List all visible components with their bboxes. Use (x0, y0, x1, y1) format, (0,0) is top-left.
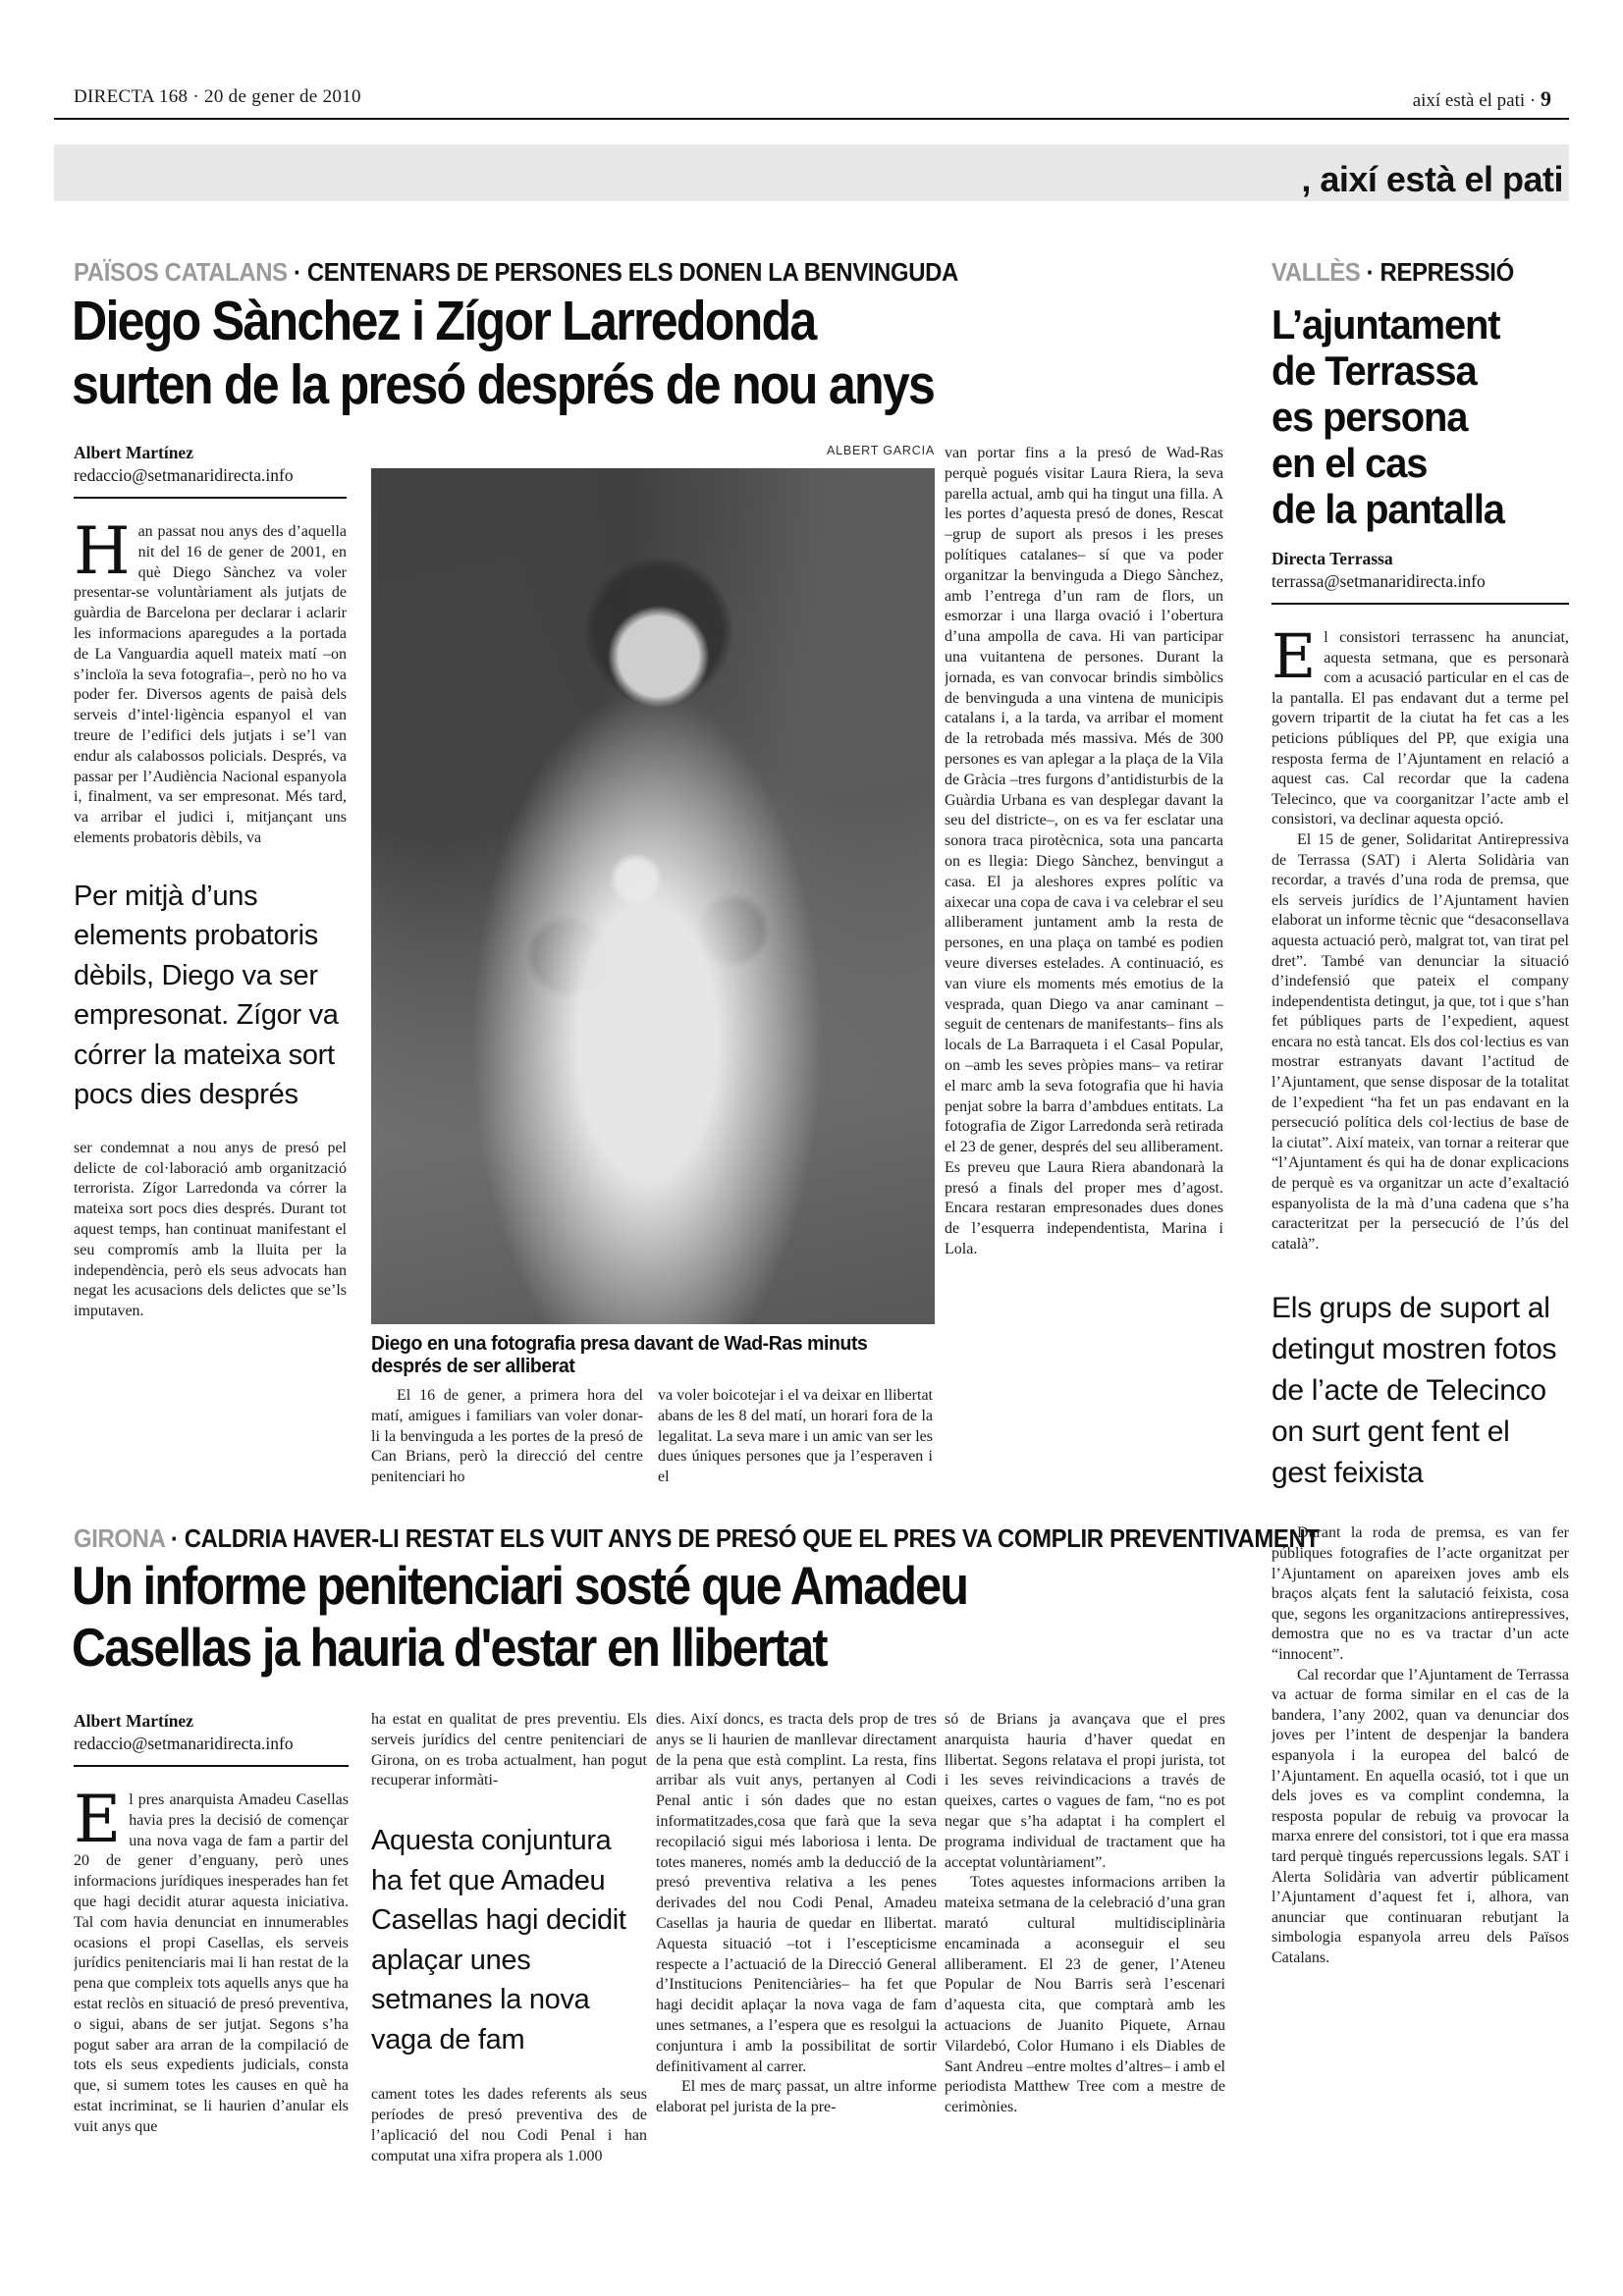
article1-headline-line2: surten de la presó després de nou anys (72, 353, 935, 416)
article2-dropcap: E (74, 1782, 122, 1857)
article2-kicker: GIRONA · CALDRIA HAVER-LI RESTAT ELS VUIT ANYS DE PRESÓ QUE EL PRES VA COMPLIR PREVENTIVAMENT (74, 1523, 1320, 1553)
article1-paragraph: Han passat nou anys des d’aquella nit del 16 de gener de 2001, en què Diego Sànchez va voler presentar-se voluntàriament als jutjats de guàrdia de Barcelona per declarar i aclarir les informacions aparegudes a la portada de La Vanguardia aquell mateix matí –on s’incloïa la seva fotografia–, però no ho va poder fer. Diversos agents de paisà dels serveis d’intel·ligència espanyol el van treure de l’edifici dels jutjats i se’l van endur als calabossos policials. Després, va passar per l’Audiència Nacional espanyola i, finalment, va ser empresonat. Més tard, va arribar el judici i, mitjançant uns elements probatoris dèbils, va (74, 513, 347, 846)
sidebar-paragraph: Cal recordar que l’Ajuntament de Terrassa va actuar de forma similar en el cas de la bandera, l’any 2002, quan va denunciar dos joves per l’intent de despenjar la bandera espanyola i la europea del balcó de l’Ajuntament. En aquella ocasió, tot i que un dels joves es va complint condemna, la resposta popular de rebuig va provocar la marxa enrere del consistori, tot i que era massa tard perquè tingués repercussions legals. SAT i Alerta Solidària van advertir públicament l’Ajuntament d’aquest fet i, alhora, van anunciar que continuaran rebutjant la simbologia espanyola arreu dels Països Catalans. (1271, 1666, 1569, 1966)
article2-column2 (371, 1710, 647, 2269)
article1-paragraph: va voler boicotejar i el va deixar en llibertat abans de les 8 del matí, un horari fora de la legalitat. La seva mare i un amic van ser les dues úniques persones que ja l’esperaven i el (658, 1387, 933, 1486)
sidebar-headline-line: de la pantalla (1271, 486, 1504, 532)
article2-column3 (656, 1710, 937, 2269)
article2-byline (74, 1710, 349, 1767)
sidebar-headline-line: de Terrassa (1271, 347, 1477, 394)
sidebar-headline-line: en el cas (1271, 440, 1428, 486)
section-banner-title: , així està el pati (1301, 159, 1563, 199)
article2-paragraph: Totes aquestes informacions arriben la mateixa setmana de la celebració d’una gran marató cultural multidisciplinària encaminada a aconseguir el seu alliberament. El 23 de gener, l’Ateneu Popular de Nou Barris serà l’escenari d’aquesta cita, que comptarà amb les actuacions de Juanito Piquete, Arnau Vilardebó, Color Humano i els Diables de Sant Andreu –entre moltes d’altres– i amb el periodista Matthew Tree com a mestre de cerimònies. (945, 1874, 1225, 2116)
sidebar-kicker: VALLÈS · REPRESSIÓ (1271, 257, 1514, 287)
article2-paragraph: cament totes les dades referents als seus períodes de presó preventiva des de l’aplicació del nou Codi Penal i han computat una xifra propera als 1.000 (371, 2086, 647, 2164)
sidebar-kicker-location: VALLÈS (1271, 257, 1361, 287)
article1-column1 (74, 442, 347, 1520)
section-banner (54, 144, 1569, 201)
article1-photo (371, 468, 935, 1324)
article1-kicker-location: PAÏSOS CATALANS (74, 257, 288, 287)
article1-kicker: PAÏSOS CATALANS · CENTENARS DE PERSONES ELS DONEN LA BENVINGUDA (74, 257, 958, 287)
sidebar-article (1271, 257, 1569, 2268)
sidebar-author: Directa Terrassa (1271, 549, 1393, 568)
section-name: així està el pati · (1412, 90, 1537, 111)
article2-pullquote: Aquesta conjuntura ha fet que Amadeu Casellas hagi decidit aplaçar unes setmanes la nova vaga de fam (371, 1825, 626, 2056)
article1-author: Albert Martínez (74, 443, 193, 462)
sidebar-author-email: terrassa@setmanaridirecta.info (1271, 571, 1486, 591)
article1-headline (72, 290, 934, 417)
masthead-rule (54, 118, 1569, 120)
masthead (74, 86, 1551, 112)
article1-paragraph: ser condemnat a nou anys de presó pel delicte de col·laboració amb organització terrorista. Zígor Larredonda va córrer la mateixa sort pocs dies després. Durant tot aquest temps, han continuat manifestant el seu compromís amb la lluita per la independència, però els seus advocats han negat les acusacions dels delictes que se’ls imputaven. (74, 1139, 347, 1320)
article2-kicker-location: GIRONA (74, 1523, 165, 1553)
article2-paragraph: só de Brians ja avançava que el pres anarquista hauria d’haver quedat en llibertat. Segons relatava el propi jurista, tot i les seves reivindicacions a través de queixes, cartes o vagues de fam, “no es pot negar que s’ha adaptat i ha complert el programa individual de tractament que ha acceptat voluntàriament”. (945, 1711, 1225, 1871)
section-pagination (1413, 86, 1551, 112)
edition-info: DIRECTA 168 · 20 de gener de 2010 (74, 86, 361, 107)
article1-dropcap: H (74, 513, 131, 589)
sidebar-headline (1271, 301, 1569, 532)
article1-byline (74, 442, 347, 499)
article1-pullquote: Per mitjà d’uns elements probatoris dèbils, Diego va ser empresonat. Zígor va córrer la mateixa sort pocs dies després (74, 880, 339, 1111)
article1-photo-caption: Diego en una fotografia presa davant de Wad-Ras minuts després de ser alliberat (371, 1333, 868, 1377)
page-number: 9 (1541, 86, 1551, 111)
article1-paragraph: van portar fins a la presó de Wad-Ras perquè pogués visitar Laura Riera, la seva parella actual, amb qui ha tingut una filla. A les portes d’aquesta presó de dones, Rescat –grup de suport als presos i les preses polítiques catalanes– sí que va poder organitzar la benvinguda a Diego Sànchez, amb l’entrega d’un ram de flors, un esmorzar i una llarga ovació i l’obertura d’una ampolla de cava. Hi van participar una vuitantena de persones. Durant la jornada, es van convocar brindis simbòlics de benvinguda a una vintena de municipis catalans i, a la tarda, va arribar el moment de la retrobada més massiva. Més de 300 persones es van aplegar a la plaça de la Vila de Gràcia –tres furgons d’antidisturbis de la Guàrdia Urbana es van desplegar davant la seu del districte–, on es va fer esclatar una sonora traca pirotècnica, sota una pancarta on es llegia: Diego Sànchez, benvingut a casa. El ja aleshores expres polític va aixecar una copa de cava i va celebrar el seu alliberament juntament amb la resta de persones, en una plaça on també es podien veure diverses estelades. A continuació, es van viure els moments més emotius de la vesprada, quan Diego va anar caminant –seguit de centenars de manifestants– fins als locals de La Barraqueta i el Casal Popular, on –amb les seves pròpies mans– va retirar el marc amb la seva fotografia que hi havia penjat sobre la barra d’ambdues entitats. La fotografia de Zigor Larredonda serà retirada el 23 de gener, després del seu alliberament. Es preveu que Laura Riera abandonarà la presó a finals del proper mes d’agost. Encara restaran empresonades dues dones de l’esquerra independentista, Marina i Lola. (945, 445, 1223, 1258)
article2-paragraph: El mes de març passat, un altre informe elaborat pel jurista de la pre- (656, 2078, 937, 2116)
sidebar-headline-line: L’ajuntament (1271, 301, 1500, 347)
article2-kicker-text: CALDRIA HAVER-LI RESTAT ELS VUIT ANYS DE PRESÓ QUE EL PRES VA COMPLIR PREVENTIVAMENT (184, 1523, 1320, 1553)
article1-column2 (371, 1386, 643, 1520)
article1-kicker-text: CENTENARS DE PERSONES ELS DONEN LA BENVINGUDA (306, 257, 958, 287)
article2-author-email: redaccio@setmanaridirecta.info (74, 1734, 294, 1753)
article2-headline (72, 1555, 967, 1679)
article1-headline-line1: Diego Sànchez i Zígor Larredonda (72, 290, 816, 352)
sidebar-kicker-text: REPRESSIÓ (1380, 257, 1514, 287)
sidebar-byline (1271, 548, 1569, 605)
article2-headline-line2: Casellas ja hauria d'estar en llibertat (72, 1617, 827, 1678)
sidebar-paragraph: El consistori terrassenc ha anunciat, aquesta setmana, que es personarà com a acusació particular en el cas de la pantalla. El pas endavant dut a terme pel govern tripartit de la ciutat ha fet cas a les peticions públiques del PP, que exigia una resposta ferma de l’Ajuntament en relació a aquest cas. Cal recordar que la cadena Telecinco, que va coorganitzar l’acte amb el consistori, va declinar aquesta opció. (1271, 620, 1569, 828)
article2-author: Albert Martínez (74, 1711, 193, 1731)
article2-headline-line1: Un informe penitenciari sosté que Amadeu (72, 1555, 968, 1616)
article1-author-email: redaccio@setmanaridirecta.info (74, 465, 294, 485)
photo-credit: ALBERT GARCIA (827, 444, 935, 457)
article2-column4 (945, 1710, 1225, 2269)
article2-paragraph: El pres anarquista Amadeu Casellas havia pres la decisió de començar una nova vaga de fam a partir del 20 de gener d’enguany, però unes informacions jurídiques inesperades han fet que hagi decidit aturar aquesta iniciativa. Tal com havia denunciat en innumerables ocasions el propi Casellas, els serveis jurídics penitenciaris mai li han restat de la pena que compleix tots aquells anys que ha estat reclòs en situació de presó preventiva, o sigui, abans de ser jutjat. Segons s’ha pogut saber ara arran de la compilació de tots els seus expedients judicials, consta que, si sumem totes les causes en què ha estat incriminat, se li haurien d’anular els vuit anys que (74, 1782, 349, 2135)
article2-paragraph: ha estat en qualitat de pres preventiu. Els serveis jurídics del centre penitenciari de Girona, on es troba actualment, han pogut recuperar informàti- (371, 1711, 647, 1789)
article1-paragraph: El 16 de gener, a primera hora del matí, amigues i familiars van voler donar-li la benvinguda a les portes de la presó de Can Brians, però la direcció del centre penitenciari ho (371, 1387, 643, 1486)
article2-paragraph: dies. Així doncs, es tracta dels prop de tres anys se li haurien de manllevar directament de la pena que està complint. La resta, fins arribar als vuit anys, pertanyen al Codi Penal antic i són dades que no estan informatitzades,cosa que farà que la seva recopilació sigui més laboriosa i lenta. De totes maneres, només amb la deducció de la presó preventiva relativa a les penes derivades del nou Codi Penal, Amadeu Casellas ja hauria de quedar en llibertat. Aquesta situació –tot i l’escepticisme respecte a l’actuació de la Direcció General d’Institucions Penitenciàries– ha fet que hagi decidit aplaçar la nova vaga de fam unes setmanes, a l’espera que es resolgui la conjuntura i amb la possibilitat de sortir definitivament al carrer. (656, 1711, 937, 2075)
sidebar-paragraph: Durant la roda de premsa, es van fer públiques fotografies de l’acte organitzat per l’Ajuntament on apareixen joves amb els braços alçats fent la salutació feixista, cosa que, segons les organitzacions antirepressives, demostra que no es va tractar d’un acte “innocent”. (1271, 1524, 1569, 1663)
article2-column1 (74, 1710, 349, 2269)
sidebar-dropcap: E (1271, 620, 1317, 692)
article1-column3 (658, 1386, 933, 1520)
sidebar-headline-line: es persona (1271, 394, 1468, 440)
sidebar-pullquote: Els grups de suport al detingut mostren fotos de l’acte de Telecinco on surt gent fent el gest feixista (1271, 1292, 1557, 1490)
sidebar-paragraph: El 15 de gener, Solidaritat Antirepressiva de Terrassa (SAT) i Alerta Solidària van recordar, a través d’una roda de premsa, que els serveis jurídics de l’Ajuntament havien elaborat un informe tècnic que “desaconsellava aquesta actuació però, malgrat tot, van tirat pel dret”. També van denunciar la situació d’indefensió que pateix el company independentista detingut, ja que, tot i que s’han fet públiques parts de l’expedient, aquest encara no està tancat. Els dos col·lectius es van mostrar estranyats davant l’actitud de l’Ajuntament, que sense disposar de la totalitat de l’expedient “ha fet un pas endavant en la persecució política dels col·lectius de base de la ciutat”. Així mateix, van tornar a reiterar que “l’Ajuntament és qui ha de donar explicacions de perquè es va organitzar un acte d’exaltació espanyolista de la mà d’una cadena que s’ha caracteritzat per la persecució de l’ús del català”. (1271, 830, 1569, 1253)
article1-column4 (945, 444, 1223, 1520)
